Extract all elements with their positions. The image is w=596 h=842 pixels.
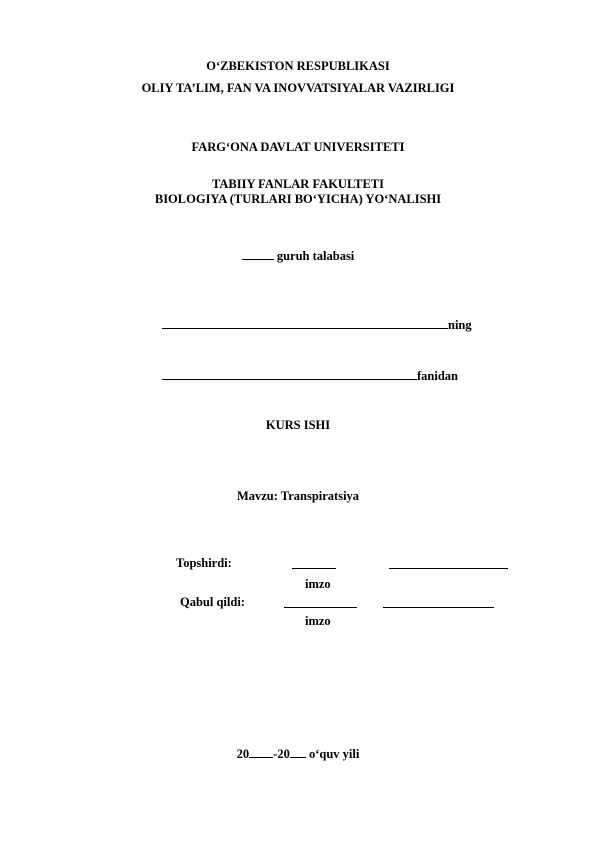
year-blank-2 bbox=[290, 745, 306, 758]
topic: Mavzu: Transpiratsiya bbox=[236, 489, 360, 503]
year-suffix: o‘quv yili bbox=[305, 747, 360, 761]
republic-heading: O‘ZBEKISTON RESPUBLIKASI bbox=[206, 59, 390, 73]
submitted-name-blank bbox=[389, 556, 508, 569]
accepted-name-blank bbox=[383, 595, 494, 608]
student-name-blank bbox=[162, 316, 448, 329]
accepted-signature-caption: imzo bbox=[305, 614, 331, 628]
group-blank bbox=[242, 247, 274, 260]
student-name-suffix: ning bbox=[448, 318, 472, 332]
academic-year bbox=[0, 745, 596, 762]
submitted-signature-caption: imzo bbox=[305, 577, 331, 591]
subject-blank bbox=[162, 367, 417, 380]
submitted-signature-blank bbox=[292, 556, 336, 569]
direction-heading: BIOLOGIYA (TURLARI BO‘YICHA) YO‘NALISHI bbox=[154, 192, 442, 206]
university-heading: FARG‘ONA DAVLAT UNIVERSITETI bbox=[191, 140, 405, 154]
year-blank-1 bbox=[249, 745, 273, 758]
ministry-heading: OLIY TA’LIM, FAN VA INOVVATSIYALAR VAZIRLIGI bbox=[141, 81, 455, 95]
accepted-label: Qabul qildi: bbox=[180, 595, 245, 609]
student-name-line bbox=[162, 316, 472, 333]
subject-line bbox=[162, 367, 458, 384]
subject-suffix: fanidan bbox=[417, 369, 458, 383]
faculty-heading: TABIIY FANLAR FAKULTETI bbox=[211, 177, 385, 191]
group-line bbox=[0, 247, 596, 264]
work-title: KURS ISHI bbox=[265, 418, 331, 432]
submitted-label: Topshirdi: bbox=[176, 556, 232, 570]
group-suffix: guruh talabasi bbox=[273, 249, 355, 263]
year-prefix: 20 bbox=[236, 747, 250, 761]
year-middle: -20 bbox=[273, 747, 290, 761]
accepted-signature-blank bbox=[284, 595, 357, 608]
